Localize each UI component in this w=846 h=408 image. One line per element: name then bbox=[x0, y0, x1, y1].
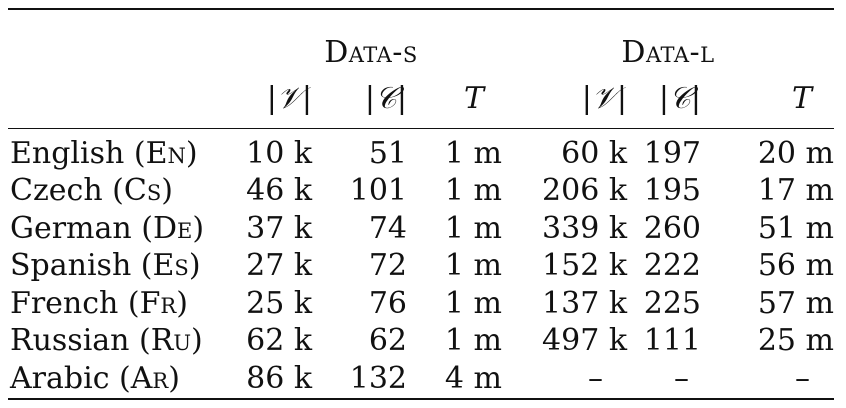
table-row bbox=[8, 323, 834, 361]
small-chars-cell: 76 bbox=[368, 285, 407, 321]
large-tokens-cell: 20 m bbox=[757, 135, 834, 171]
header-small-tokens: T bbox=[463, 81, 484, 116]
table-row bbox=[8, 173, 834, 211]
dataset-statistics-table bbox=[8, 8, 834, 400]
large-vocab-cell: 497 k bbox=[542, 323, 627, 359]
large-tokens-cell: – bbox=[795, 360, 810, 396]
large-tokens-cell: 25 m bbox=[757, 323, 834, 359]
table-row bbox=[8, 285, 834, 323]
small-tokens-cell: 1 m bbox=[444, 285, 502, 321]
group-header-row bbox=[8, 9, 834, 70]
small-vocab-cell: 46 k bbox=[246, 173, 312, 209]
small-tokens-cell: 1 m bbox=[444, 210, 502, 246]
large-chars-cell: 260 bbox=[643, 210, 701, 246]
small-tokens-cell: 1 m bbox=[444, 135, 502, 171]
large-vocab-cell: – bbox=[588, 360, 603, 396]
language-cell: Arabic (Ar) bbox=[10, 360, 180, 396]
small-tokens-cell: 1 m bbox=[444, 173, 502, 209]
small-chars-cell: 72 bbox=[368, 248, 407, 284]
small-tokens-cell: 1 m bbox=[444, 323, 502, 359]
header-large-tokens: T bbox=[791, 81, 812, 116]
language-cell: Russian (Ru) bbox=[10, 323, 203, 359]
large-chars-cell: 225 bbox=[643, 285, 701, 321]
large-vocab-cell: 339 k bbox=[542, 210, 627, 246]
large-chars-cell: 222 bbox=[643, 248, 701, 284]
small-vocab-cell: 62 k bbox=[246, 323, 312, 359]
header-small-vocab: |𝒱| bbox=[266, 81, 312, 116]
header-large-chars: |𝒞| bbox=[658, 81, 701, 116]
header-small-chars: |𝒞| bbox=[364, 81, 407, 116]
large-vocab-cell: 60 k bbox=[561, 135, 627, 171]
small-vocab-cell: 27 k bbox=[246, 248, 312, 284]
empty-corner-cell bbox=[8, 9, 240, 70]
large-vocab-cell: 137 k bbox=[542, 285, 627, 321]
large-vocab-cell: 206 k bbox=[542, 173, 627, 209]
header-large-vocab: |𝒱| bbox=[581, 81, 627, 116]
large-chars-cell: 195 bbox=[643, 173, 701, 209]
language-cell: English (En) bbox=[10, 135, 198, 171]
small-tokens-cell: 4 m bbox=[444, 360, 502, 396]
small-chars-cell: 62 bbox=[368, 323, 407, 359]
large-chars-cell: 197 bbox=[643, 135, 701, 171]
large-chars-cell: 111 bbox=[643, 323, 701, 359]
large-tokens-cell: 51 m bbox=[757, 210, 834, 246]
large-tokens-cell: 56 m bbox=[757, 248, 834, 284]
language-cell: French (Fr) bbox=[10, 285, 188, 321]
small-chars-cell: 132 bbox=[349, 360, 407, 396]
language-cell: Czech (Cs) bbox=[10, 173, 173, 209]
large-tokens-cell: 17 m bbox=[757, 173, 834, 209]
table-row bbox=[8, 360, 834, 399]
group-header-data-s: Data-s bbox=[324, 35, 418, 70]
table-row bbox=[8, 210, 834, 248]
table-row bbox=[8, 248, 834, 286]
small-vocab-cell: 10 k bbox=[246, 135, 312, 171]
large-chars-cell: – bbox=[674, 360, 689, 396]
empty-language-header bbox=[8, 70, 240, 129]
column-header-row bbox=[8, 70, 834, 129]
small-vocab-cell: 86 k bbox=[246, 360, 312, 396]
small-chars-cell: 74 bbox=[368, 210, 407, 246]
language-cell: Spanish (Es) bbox=[10, 248, 201, 284]
large-tokens-cell: 57 m bbox=[757, 285, 834, 321]
small-tokens-cell: 1 m bbox=[444, 248, 502, 284]
table-row bbox=[8, 129, 834, 173]
small-vocab-cell: 25 k bbox=[246, 285, 312, 321]
small-vocab-cell: 37 k bbox=[246, 210, 312, 246]
language-cell: German (De) bbox=[10, 210, 205, 246]
statistics-table-container bbox=[8, 8, 834, 400]
large-vocab-cell: 152 k bbox=[542, 248, 627, 284]
small-chars-cell: 51 bbox=[368, 135, 407, 171]
small-chars-cell: 101 bbox=[349, 173, 407, 209]
group-header-data-l: Data-l bbox=[621, 35, 715, 70]
